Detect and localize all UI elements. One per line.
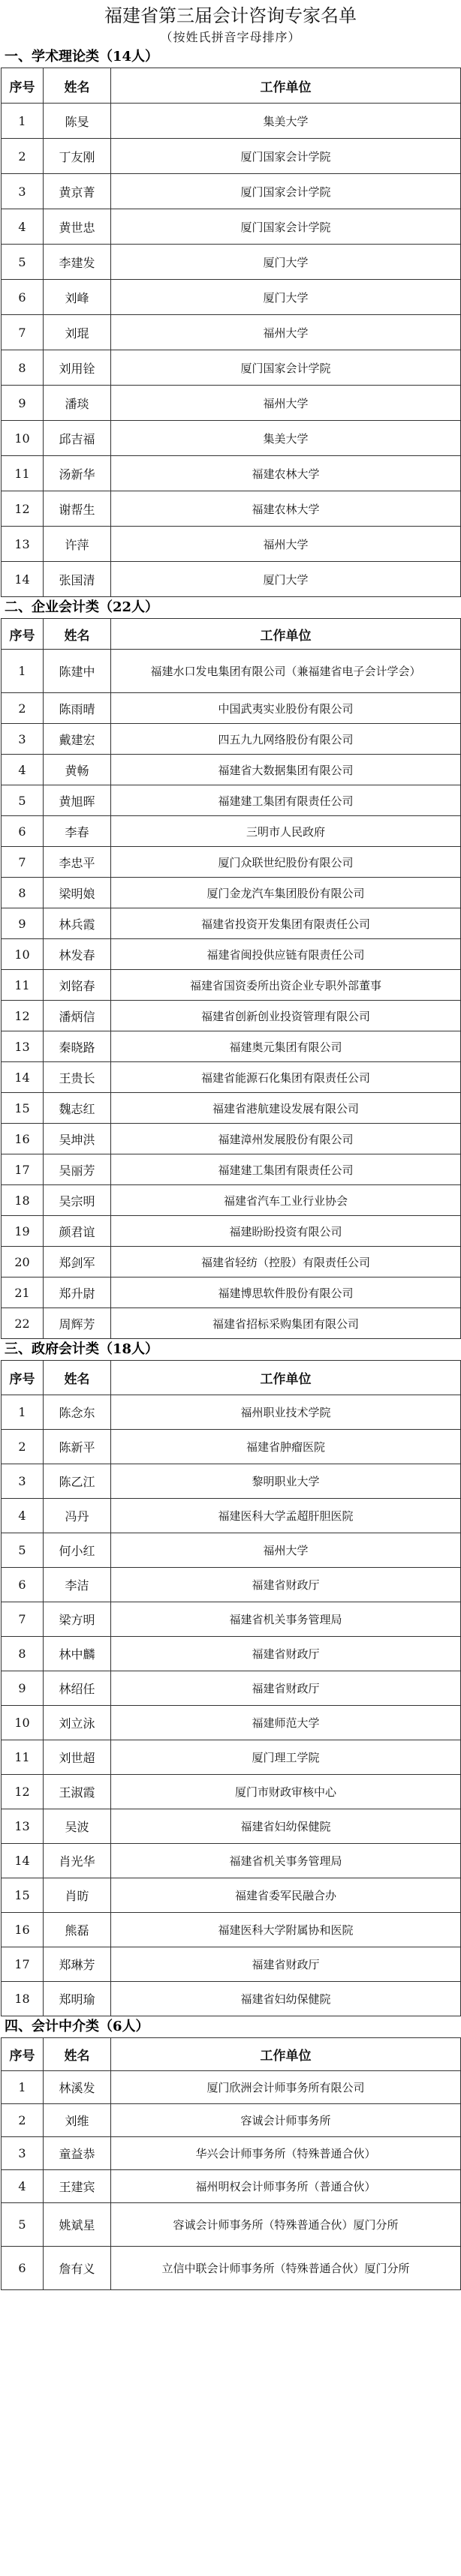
table-header-row [2, 619, 461, 650]
table-row [2, 970, 461, 1001]
table-row [2, 724, 461, 755]
expert-name: 李洁 [44, 1568, 111, 1602]
table-row [2, 1216, 461, 1247]
work-unit: 福建农林大学 [111, 491, 461, 527]
expert-name: 童益恭 [44, 2137, 111, 2170]
row-number: 22 [2, 1308, 44, 1339]
row-number: 7 [2, 847, 44, 878]
expert-name: 陈雨晴 [44, 693, 111, 724]
table-row [2, 1706, 461, 1740]
header-unit: 工作单位 [111, 68, 461, 104]
expert-name: 何小红 [44, 1533, 111, 1568]
work-unit: 福建省妇幼保健院 [111, 1809, 461, 1844]
table-row [2, 350, 461, 386]
row-number: 6 [2, 2247, 44, 2290]
expert-name: 吴宗明 [44, 1185, 111, 1216]
row-number: 3 [2, 2137, 44, 2170]
table-row [2, 816, 461, 847]
table-row [2, 1602, 461, 1637]
work-unit: 福建漳州发展股份有限公司 [111, 1124, 461, 1154]
expert-name: 郑升尉 [44, 1277, 111, 1308]
table-row [2, 1637, 461, 1671]
row-number: 9 [2, 1671, 44, 1706]
work-unit: 福建省轻纺（控股）有限责任公司 [111, 1247, 461, 1277]
row-number: 10 [2, 939, 44, 970]
table-row [2, 2071, 461, 2104]
work-unit: 福建省肿瘤医院 [111, 1430, 461, 1464]
row-number: 7 [2, 1602, 44, 1637]
row-number: 5 [2, 2203, 44, 2247]
table-row [2, 209, 461, 245]
work-unit: 福建省机关事务管理局 [111, 1844, 461, 1878]
expert-name: 黄京菁 [44, 174, 111, 209]
table-row [2, 139, 461, 174]
row-number: 12 [2, 1775, 44, 1809]
work-unit: 厦门大学 [111, 562, 461, 597]
row-number: 16 [2, 1124, 44, 1154]
expert-name: 吴坤洪 [44, 1124, 111, 1154]
row-number: 8 [2, 878, 44, 908]
expert-name: 刘立泳 [44, 1706, 111, 1740]
expert-name: 秦晓路 [44, 1031, 111, 1062]
table-row [2, 1947, 461, 1982]
work-unit: 厦门欣洲会计师事务所有限公司 [111, 2071, 461, 2104]
work-unit: 厦门众联世纪股份有限公司 [111, 847, 461, 878]
work-unit: 福建医科大学附属协和医院 [111, 1913, 461, 1947]
row-number: 15 [2, 1878, 44, 1913]
expert-name: 黄畅 [44, 755, 111, 785]
row-number: 5 [2, 785, 44, 816]
row-number: 11 [2, 970, 44, 1001]
work-unit: 福州职业技术学院 [111, 1395, 461, 1430]
work-unit: 福建博思软件股份有限公司 [111, 1277, 461, 1308]
row-number: 4 [2, 2170, 44, 2203]
section-heading: 一、学术理论类（14人） [5, 49, 159, 65]
table-row [2, 2104, 461, 2137]
work-unit: 福建省国资委所出资企业专职外部董事 [111, 970, 461, 1001]
row-number: 13 [2, 1031, 44, 1062]
work-unit: 福建省创新创业投资管理有限公司 [111, 1001, 461, 1031]
work-unit: 福建建工集团有限责任公司 [111, 785, 461, 816]
work-unit: 立信中联会计师事务所（特殊普通合伙）厦门分所 [111, 2247, 461, 2290]
expert-name: 魏志红 [44, 1093, 111, 1124]
work-unit: 中国武夷实业股份有限公司 [111, 693, 461, 724]
work-unit: 福建省能源石化集团有限责任公司 [111, 1062, 461, 1093]
table-row [2, 1671, 461, 1706]
table-row [2, 1464, 461, 1499]
expert-name: 熊磊 [44, 1913, 111, 1947]
table-row [2, 2170, 461, 2203]
row-number: 2 [2, 139, 44, 174]
expert-name: 王贵长 [44, 1062, 111, 1093]
table-row [2, 785, 461, 816]
expert-name: 郑剑军 [44, 1247, 111, 1277]
row-number: 15 [2, 1093, 44, 1124]
table-row [2, 1913, 461, 1947]
expert-name: 林中麟 [44, 1637, 111, 1671]
table-row [2, 562, 461, 597]
work-unit: 福州大学 [111, 527, 461, 562]
table-row [2, 104, 461, 139]
table-row [2, 527, 461, 562]
work-unit: 福州大学 [111, 386, 461, 421]
section-heading: 三、政府会计类（18人） [5, 1341, 159, 1357]
expert-name: 许萍 [44, 527, 111, 562]
expert-name: 郑明瑜 [44, 1982, 111, 2016]
table-row [2, 1093, 461, 1124]
expert-name: 林溪发 [44, 2071, 111, 2104]
expert-name: 刘世超 [44, 1740, 111, 1775]
expert-name: 陈新平 [44, 1430, 111, 1464]
expert-name: 邱吉福 [44, 421, 111, 456]
table-row [2, 908, 461, 939]
row-number: 2 [2, 693, 44, 724]
expert-table [1, 618, 461, 1339]
table-row [2, 1430, 461, 1464]
table-row [2, 1277, 461, 1308]
work-unit: 福州大学 [111, 1533, 461, 1568]
row-number: 18 [2, 1185, 44, 1216]
work-unit: 集美大学 [111, 421, 461, 456]
work-unit: 厦门国家会计学院 [111, 139, 461, 174]
expert-name: 陈念东 [44, 1395, 111, 1430]
work-unit: 福州大学 [111, 315, 461, 350]
expert-name: 李建发 [44, 245, 111, 280]
work-unit: 厦门理工学院 [111, 1740, 461, 1775]
row-number: 10 [2, 421, 44, 456]
expert-name: 郑琳芳 [44, 1947, 111, 1982]
work-unit: 厦门大学 [111, 245, 461, 280]
table-row [2, 1062, 461, 1093]
expert-name: 刘维 [44, 2104, 111, 2137]
section-heading: 四、会计中介类（6人） [5, 2019, 149, 2034]
table-row [2, 245, 461, 280]
work-unit: 福建奥元集团有限公司 [111, 1031, 461, 1062]
row-number: 9 [2, 386, 44, 421]
work-unit: 福建省妇幼保健院 [111, 1982, 461, 2016]
expert-name: 周辉芳 [44, 1308, 111, 1339]
row-number: 8 [2, 1637, 44, 1671]
table-row [2, 1001, 461, 1031]
table-row [2, 1031, 461, 1062]
expert-name: 詹有义 [44, 2247, 111, 2290]
table-row [2, 1982, 461, 2016]
row-number: 6 [2, 1568, 44, 1602]
header-no: 序号 [2, 68, 44, 104]
work-unit: 容诚会计师事务所（特殊普通合伙）厦门分所 [111, 2203, 461, 2247]
expert-name: 李春 [44, 816, 111, 847]
work-unit: 容诚会计师事务所 [111, 2104, 461, 2137]
table-row [2, 280, 461, 315]
work-unit: 福州明权会计师事务所（普通合伙） [111, 2170, 461, 2203]
row-number: 4 [2, 209, 44, 245]
row-number: 10 [2, 1706, 44, 1740]
row-number: 11 [2, 1740, 44, 1775]
work-unit: 三明市人民政府 [111, 816, 461, 847]
header-no: 序号 [2, 1361, 44, 1395]
page-title: 福建省第三届会计咨询专家名单 [104, 5, 357, 26]
expert-name: 冯丹 [44, 1499, 111, 1533]
work-unit: 福建盼盼投资有限公司 [111, 1216, 461, 1247]
work-unit: 厦门国家会计学院 [111, 209, 461, 245]
row-number: 13 [2, 1809, 44, 1844]
expert-name: 林发春 [44, 939, 111, 970]
expert-name: 陈旻 [44, 104, 111, 139]
row-number: 12 [2, 491, 44, 527]
expert-name: 颜君谊 [44, 1216, 111, 1247]
header-unit: 工作单位 [111, 1361, 461, 1395]
expert-name: 黄旭晖 [44, 785, 111, 816]
table-row [2, 1878, 461, 1913]
expert-name: 刘峰 [44, 280, 111, 315]
work-unit: 福建水口发电集团有限公司（兼福建省电子会计学会） [111, 650, 461, 693]
header-unit: 工作单位 [111, 619, 461, 650]
table-row [2, 2247, 461, 2290]
work-unit: 厦门金龙汽车集团股份有限公司 [111, 878, 461, 908]
work-unit: 福建省闽投供应链有限责任公司 [111, 939, 461, 970]
table-row [2, 693, 461, 724]
expert-name: 刘琨 [44, 315, 111, 350]
row-number: 16 [2, 1913, 44, 1947]
header-name: 姓名 [44, 619, 111, 650]
work-unit: 福建师范大学 [111, 1706, 461, 1740]
row-number: 2 [2, 2104, 44, 2137]
table-row [2, 1499, 461, 1533]
row-number: 19 [2, 1216, 44, 1247]
expert-name: 刘用铨 [44, 350, 111, 386]
row-number: 7 [2, 315, 44, 350]
work-unit: 福建农林大学 [111, 456, 461, 491]
expert-name: 吴丽芳 [44, 1154, 111, 1185]
expert-name: 潘炳信 [44, 1001, 111, 1031]
table-row [2, 1247, 461, 1277]
row-number: 6 [2, 280, 44, 315]
row-number: 1 [2, 104, 44, 139]
table-row [2, 1533, 461, 1568]
table-row [2, 939, 461, 970]
row-number: 1 [2, 2071, 44, 2104]
work-unit: 福建省大数据集团有限公司 [111, 755, 461, 785]
table-row [2, 878, 461, 908]
table-row [2, 1740, 461, 1775]
expert-name: 谢帮生 [44, 491, 111, 527]
row-number: 3 [2, 174, 44, 209]
table-row [2, 2137, 461, 2170]
table-row [2, 650, 461, 693]
table-row [2, 386, 461, 421]
header-name: 姓名 [44, 68, 111, 104]
expert-name: 林绍任 [44, 1671, 111, 1706]
table-row [2, 456, 461, 491]
expert-table [1, 2037, 461, 2290]
header-unit: 工作单位 [111, 2038, 461, 2071]
table-header-row [2, 2038, 461, 2071]
expert-name: 刘铭春 [44, 970, 111, 1001]
expert-name: 戴建宏 [44, 724, 111, 755]
table-row [2, 755, 461, 785]
work-unit: 厦门国家会计学院 [111, 350, 461, 386]
work-unit: 厦门大学 [111, 280, 461, 315]
expert-table [1, 68, 461, 597]
expert-name: 梁方明 [44, 1602, 111, 1637]
work-unit: 福建省投资开发集团有限责任公司 [111, 908, 461, 939]
work-unit: 福建建工集团有限责任公司 [111, 1154, 461, 1185]
expert-name: 陈建中 [44, 650, 111, 693]
table-row [2, 1775, 461, 1809]
work-unit: 福建省港航建设发展有限公司 [111, 1093, 461, 1124]
expert-name: 潘琰 [44, 386, 111, 421]
row-number: 4 [2, 1499, 44, 1533]
row-number: 3 [2, 724, 44, 755]
table-row [2, 1124, 461, 1154]
row-number: 1 [2, 1395, 44, 1430]
sections-container [0, 47, 461, 2290]
table-row [2, 174, 461, 209]
header-no: 序号 [2, 2038, 44, 2071]
table-row [2, 491, 461, 527]
work-unit: 福建省机关事务管理局 [111, 1602, 461, 1637]
table-row [2, 421, 461, 456]
table-row [2, 847, 461, 878]
work-unit: 福建医科大学孟超肝胆医院 [111, 1499, 461, 1533]
table-row [2, 1395, 461, 1430]
expert-name: 肖昉 [44, 1878, 111, 1913]
expert-name: 王建宾 [44, 2170, 111, 2203]
row-number: 13 [2, 527, 44, 562]
row-number: 3 [2, 1464, 44, 1499]
row-number: 18 [2, 1982, 44, 2016]
row-number: 20 [2, 1247, 44, 1277]
expert-name: 张国清 [44, 562, 111, 597]
table-row [2, 1154, 461, 1185]
row-number: 14 [2, 1844, 44, 1878]
table-row [2, 1844, 461, 1878]
work-unit: 福建省委军民融合办 [111, 1878, 461, 1913]
work-unit: 集美大学 [111, 104, 461, 139]
expert-name: 王淑霞 [44, 1775, 111, 1809]
header-no: 序号 [2, 619, 44, 650]
row-number: 2 [2, 1430, 44, 1464]
table-row [2, 1809, 461, 1844]
row-number: 5 [2, 1533, 44, 1568]
row-number: 17 [2, 1947, 44, 1982]
header-name: 姓名 [44, 2038, 111, 2071]
row-number: 8 [2, 350, 44, 386]
row-number: 1 [2, 650, 44, 693]
expert-name: 黄世忠 [44, 209, 111, 245]
work-unit: 黎明职业大学 [111, 1464, 461, 1499]
page-subtitle: （按姓氏拼音字母排序） [160, 30, 301, 44]
row-number: 14 [2, 1062, 44, 1093]
row-number: 17 [2, 1154, 44, 1185]
table-row [2, 1308, 461, 1339]
work-unit: 福建省汽车工业行业协会 [111, 1185, 461, 1216]
work-unit: 厦门市财政审核中心 [111, 1775, 461, 1809]
work-unit: 福建省招标采购集团有限公司 [111, 1308, 461, 1339]
expert-name: 李忠平 [44, 847, 111, 878]
expert-name: 汤新华 [44, 456, 111, 491]
table-row [2, 2203, 461, 2247]
work-unit: 福建省财政厅 [111, 1637, 461, 1671]
expert-name: 肖光华 [44, 1844, 111, 1878]
expert-name: 梁明娘 [44, 878, 111, 908]
row-number: 21 [2, 1277, 44, 1308]
work-unit: 福建省财政厅 [111, 1947, 461, 1982]
table-row [2, 315, 461, 350]
header-name: 姓名 [44, 1361, 111, 1395]
table-header-row [2, 68, 461, 104]
work-unit: 厦门国家会计学院 [111, 174, 461, 209]
table-row [2, 1568, 461, 1602]
row-number: 5 [2, 245, 44, 280]
row-number: 11 [2, 456, 44, 491]
work-unit: 福建省财政厅 [111, 1568, 461, 1602]
row-number: 12 [2, 1001, 44, 1031]
row-number: 4 [2, 755, 44, 785]
work-unit: 四五九九网络股份有限公司 [111, 724, 461, 755]
row-number: 6 [2, 816, 44, 847]
work-unit: 华兴会计师事务所（特殊普通合伙） [111, 2137, 461, 2170]
expert-name: 陈乙江 [44, 1464, 111, 1499]
expert-name: 丁友刚 [44, 139, 111, 174]
row-number: 9 [2, 908, 44, 939]
expert-name: 姚斌星 [44, 2203, 111, 2247]
row-number: 14 [2, 562, 44, 597]
work-unit: 福建省财政厅 [111, 1671, 461, 1706]
section-heading: 二、企业会计类（22人） [5, 599, 159, 615]
expert-name: 林兵霞 [44, 908, 111, 939]
expert-name: 吴波 [44, 1809, 111, 1844]
table-header-row [2, 1361, 461, 1395]
expert-table [1, 1360, 461, 2016]
table-row [2, 1185, 461, 1216]
